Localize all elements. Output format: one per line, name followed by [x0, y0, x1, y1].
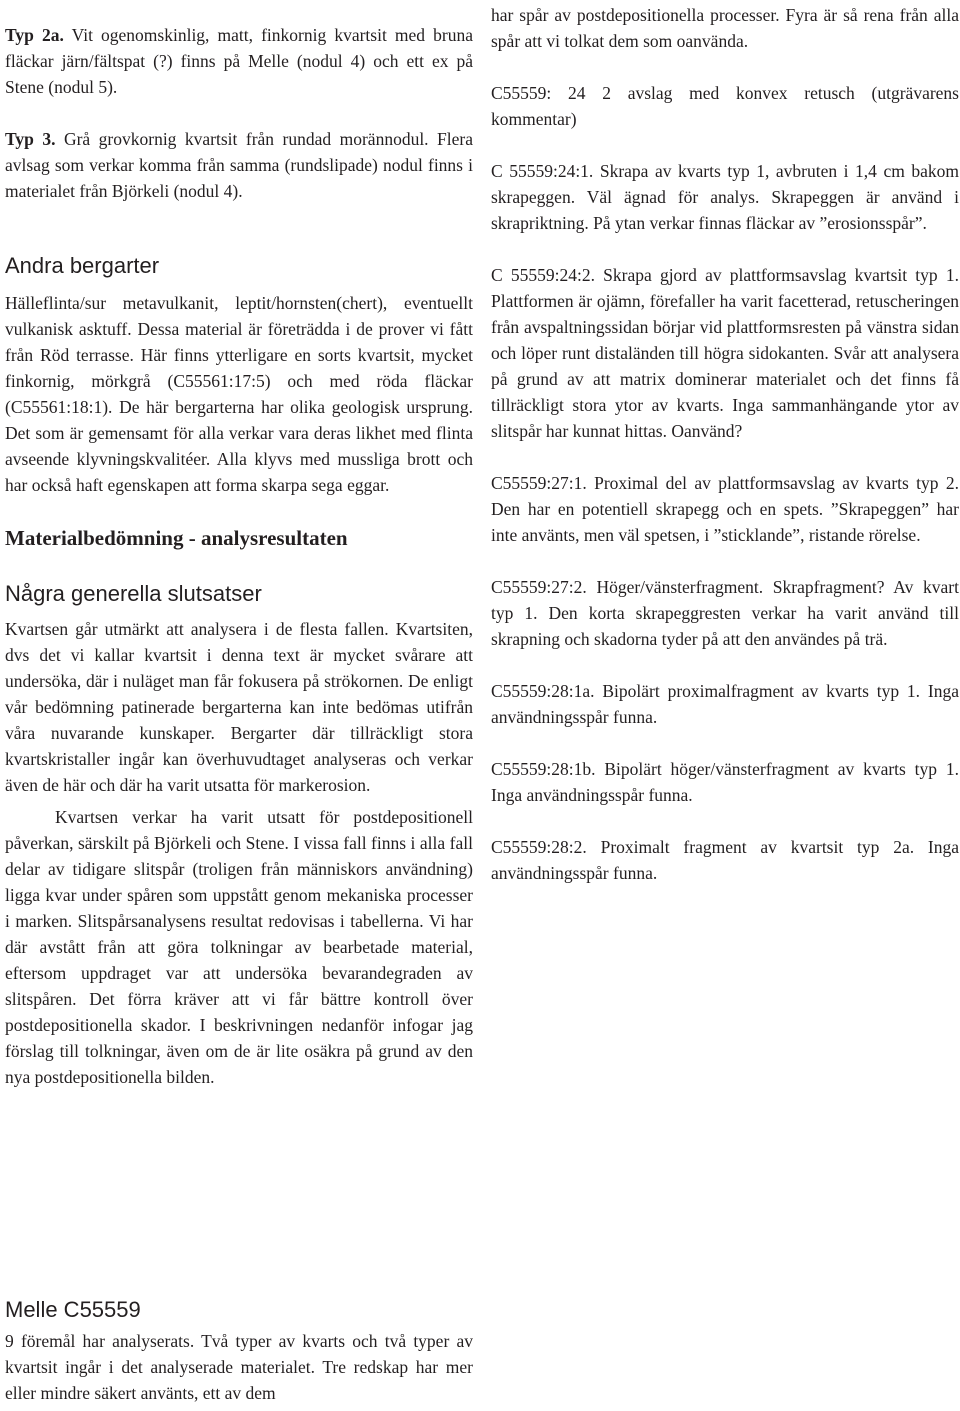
typ2a-label: Typ 2a.	[5, 25, 64, 45]
typ3-text: Grå grovkornig kvartsit från rundad morännodul. Flera avlsag som verkar komma från samma (rundslipade) nodul finns i materialet från Björkeli (nodul 4).	[5, 129, 473, 201]
melle-paragraph: 9 föremål har analyserats. Två typer av kvarts och två typer av kvartsit ingår i det analyserade materialet. Tre redskap har mer eller mindre säkert använts, ett av dem	[5, 1331, 473, 1403]
materialbedomning-heading: Materialbedömning - analysresultaten	[5, 526, 348, 550]
right-paragraph-27-2: C55559:27:2. Höger/vänsterfragment. Skrapfragment? Av kvart typ 1. Den korta skrapeggresten verkar ha varit använd till skrapning och skadorna tyder på att den användes på trä.	[491, 577, 959, 649]
slutsatser-paragraph-1: Kvartsen går utmärkt att analysera i de flesta fallen. Kvartsiten, dvs det vi kallar kvartsit i denna text är mycket svårare att undersöka, där i nuläget man får fokusera på strökornen. De enligt vår bedömning patinerade bergarterna kan inte bedömas utifrån våra nuvarande kunskaper. Bergarter där tillräckligt stora kvartskristaller ingår kan överhuvudtaget analyseras och verkar även de här och där ha varit utsatta för markerosion.	[5, 619, 473, 795]
typ2a-text: Vit ogenomskinlig, matt, finkornig kvartsit med bruna fläckar järn/fältspat (?) finns på Melle (nodul 4) och ett ex på Stene (nodul 5).	[5, 25, 473, 97]
melle-heading: Melle C55559	[5, 1297, 141, 1322]
slutsatser-heading: Några generella slutsatser	[5, 581, 262, 606]
right-paragraph-24-2: C 55559:24:2. Skrapa gjord av plattformsavslag kvartsit typ 1. Plattformen är ojämn, förefaller ha varit facetterad, retuscheringen från avspaltningssidan börjar vid plattformsresten på vänstra sidan och löper runt distaländen till högra sidokanten. Svår att analysera på grund av att matrix dominerar materialet och det finns få tillräckligt stora ytor av kvarts. Inga sammanhängande ytor av slitspår har kunnat hittas. Oanvänd?	[491, 265, 959, 441]
typ3-label: Typ 3.	[5, 129, 56, 149]
andra-bergarter-heading: Andra bergarter	[5, 253, 160, 278]
right-paragraph-28-1b: C55559:28:1b. Bipolärt höger/vänsterfragment av kvarts typ 1. Inga användningsspår funna.	[491, 759, 959, 805]
typ3-paragraph	[5, 126, 473, 204]
right-paragraph-28-1a: C55559:28:1a. Bipolärt proximalfragment av kvarts typ 1. Inga användningsspår funna.	[491, 681, 959, 727]
right-paragraph-28-2: C55559:28:2. Proximalt fragment av kvartsit typ 2a. Inga användningsspår funna.	[491, 837, 959, 883]
andra-bergarter-paragraph: Hälleflinta/sur metavulkanit, leptit/hornsten(chert), eventuellt vulkanisk asktuff. Dessa material är företrädda i de prover vi fått från Röd terrasse. Här finns ytterligare en sorts kvartsit, mycket finkornig, mörkgrå (C55561:17:5) och med röda fläckar (C55561:18:1). De här bergarterna har olika geologisk ursprung. Det som är gemensamt för alla verkar vara deras likhet med flinta avseende klyvningskvalitéer. Alla klyvs med mussliga brott och har också haft egenskapen att forma skarpa sega eggar.	[5, 293, 473, 495]
right-column	[491, 0, 959, 886]
right-paragraph-24-1: C 55559:24:1. Skrapa av kvarts typ 1, avbruten i 1,4 cm bakom skrapeggen. Väl ägnad för analys. Skrapeggen är använd i skrapriktning. På ytan verkar finnas fläckar av ”erosionsspår”.	[491, 161, 959, 233]
left-column	[5, 0, 473, 1090]
right-paragraph-continuation: har spår av postdepositionella processer. Fyra är så rena från alla spår att vi tolkat dem som oanvända.	[491, 5, 959, 51]
right-paragraph-c55559-24: C55559: 24 2 avslag med konvex retusch (utgrävarens kommentar)	[491, 83, 959, 129]
right-paragraph-27-1: C55559:27:1. Proximal del av plattformsavslag av kvarts typ 2. Den har en potentiell skrapegg och en spets. ”Skrapeggen” har inte använts, men väl spetsen, i ”sticklande”, ristande rörelse.	[491, 473, 959, 545]
typ2a-paragraph	[5, 22, 473, 100]
melle-section	[5, 1296, 473, 1406]
slutsatser-paragraph-2: Kvartsen verkar ha varit utsatt för postdepositionell påverkan, särskilt på Björkeli och Stene. I vissa fall finns i alla fall delar av tidigare slitspår (troligen från människors användning) ligga kvar under spåren som uppstått genom mekaniska processer i marken. Slitspårsanalysens resultat redovisas i tabellerna. Vi har där avstått från att göra tolkningar av bearbetade material, eftersom uppdraget var att undersöka bevarandegraden av slitspåren. Det förra kräver att vi får bättre kontroll över postdepositionella skador. I beskrivningen nedanför infogar jag förslag till tolkningar, även om de är lite osäkra på grund av den nya postdepositionella bilden.	[5, 807, 473, 1087]
